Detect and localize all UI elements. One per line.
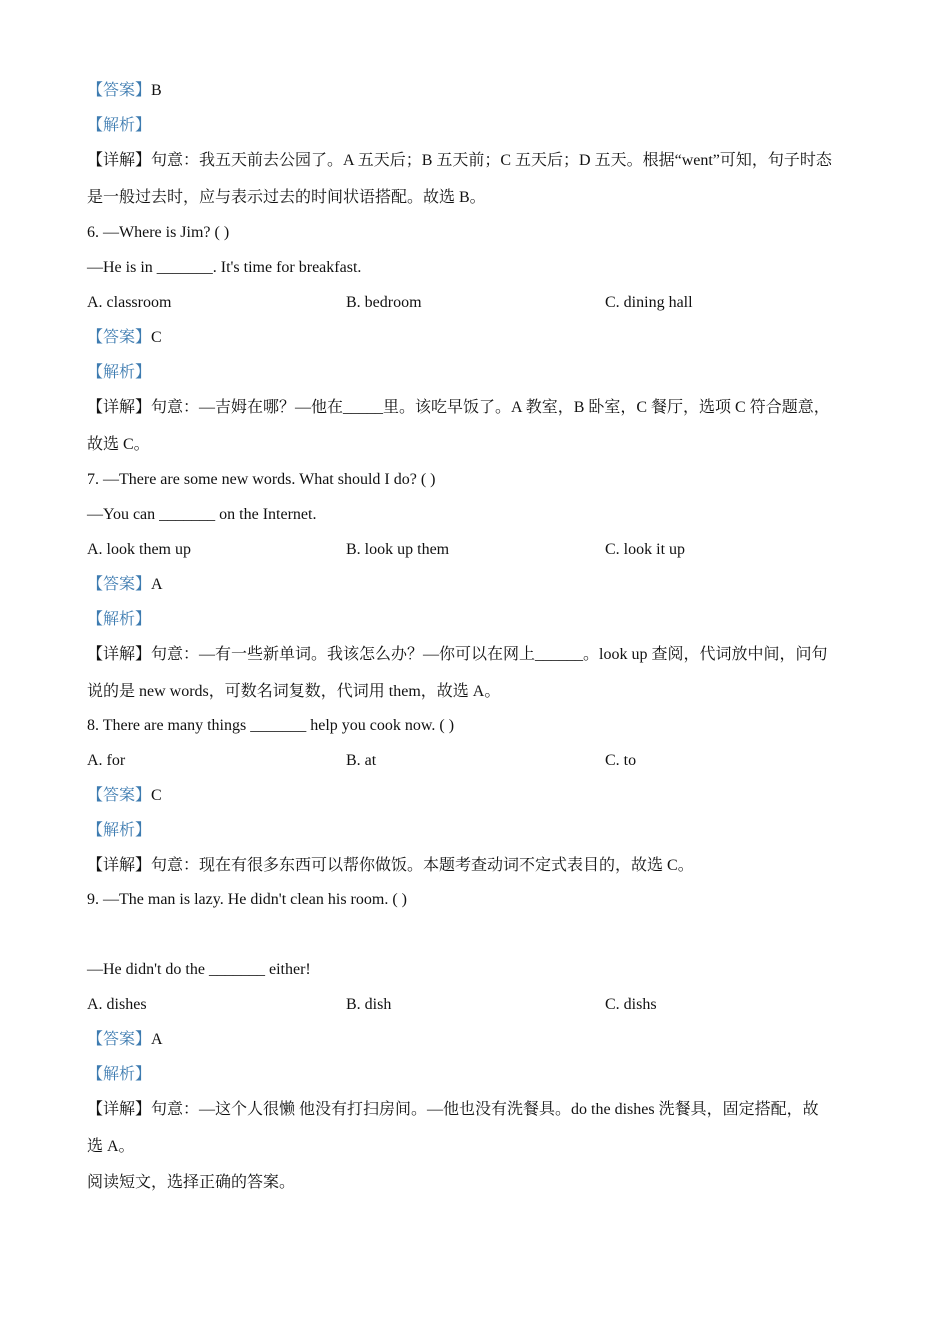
- answer-tag: 【答案】: [87, 329, 152, 346]
- q7-answer: [87, 575, 864, 595]
- q9-answer: [87, 1030, 864, 1050]
- q7-line2: —You can _______ on the Internet.: [87, 506, 317, 523]
- q8-detail-line1: 【详解】句意：现在有很多东西可以帮你做饭。本题考查动词不定式表目的，故选 C。: [87, 857, 694, 874]
- q7-option-a: A. look them up: [87, 541, 191, 558]
- q9-analysis-tag: 【解析】: [87, 1066, 152, 1083]
- q6-analysis-tag: 【解析】: [87, 364, 152, 381]
- q6-answer: [87, 328, 864, 348]
- q8-option-b: B. at: [346, 752, 377, 769]
- q7-analysis-tag: 【解析】: [87, 611, 152, 628]
- detail-tag: 【详解】: [87, 399, 152, 416]
- q9-option-b: B. dish: [346, 996, 392, 1013]
- q5-answer: [87, 81, 864, 101]
- q5-analysis-tag: 【解析】: [87, 117, 152, 134]
- q6-question: 6. —Where is Jim? ( ): [87, 224, 230, 241]
- q8-option-a: A. for: [87, 752, 126, 769]
- answer-value: A: [151, 576, 163, 593]
- answer-tag: 【答案】: [87, 82, 152, 99]
- q9-line2: —He didn't do the _______ either!: [87, 961, 311, 978]
- q6-detail-line1: 【详解】句意：—吉姆在哪？—他在_____里。该吃早饭了。A 教室，B 卧室，C 餐厅，选项 C 符合题意，: [87, 399, 830, 416]
- q8-option-c: C. to: [605, 752, 637, 769]
- q8-analysis-tag: 【解析】: [87, 822, 152, 839]
- q6-option-a: A. classroom: [87, 294, 172, 311]
- q9-detail-line1: 【详解】句意：—这个人很懒 他没有打扫房间。—他也没有洗餐具。do the dishes 洗餐具，固定搭配，故: [87, 1101, 819, 1118]
- detail-tag: 【详解】: [87, 152, 152, 169]
- detail-tag: 【详解】: [87, 646, 152, 663]
- q8-question: 8. There are many things _______ help you cook now. ( ): [87, 717, 455, 734]
- q8-answer: [87, 786, 864, 806]
- q9-option-c: C. dishs: [605, 996, 657, 1013]
- q5-detail-line2: 是一般过去时，应与表示过去的时间状语搭配。故选 B。: [87, 189, 486, 206]
- q9-question: 9. —The man is lazy. He didn't clean his room. ( ): [87, 891, 407, 908]
- q7-detail-line2: 说的是 new words，可数名词复数，代词用 them，故选 A。: [87, 683, 501, 700]
- q9-detail-line2: 选 A。: [87, 1138, 135, 1155]
- detail-tag: 【详解】: [87, 857, 152, 874]
- answer-value: A: [151, 1031, 163, 1048]
- q7-question: 7. —There are some new words. What should I do? ( ): [87, 471, 436, 488]
- q5-detail-line1: 【详解】句意：我五天前去公园了。A 五天后；B 五天前；C 五天后；D 五天。根据“went”可知，句子时态: [87, 152, 832, 169]
- detail-tag: 【详解】: [87, 1101, 152, 1118]
- answer-value: B: [151, 82, 162, 99]
- answer-value: C: [151, 329, 162, 346]
- q6-option-b: B. bedroom: [346, 294, 422, 311]
- q7-detail-line1: 【详解】句意：—有一些新单词。我该怎么办？—你可以在网上______。look up 查阅，代词放中间，问句: [87, 646, 828, 663]
- answer-tag: 【答案】: [87, 576, 152, 593]
- section-instruction: 阅读短文，选择正确的答案。: [87, 1174, 296, 1191]
- answer-tag: 【答案】: [87, 1031, 152, 1048]
- q7-option-c: C. look it up: [605, 541, 686, 558]
- q7-option-b: B. look up them: [346, 541, 450, 558]
- q6-line2: —He is in _______. It's time for breakfast.: [87, 259, 362, 276]
- q6-detail-line2: 故选 C。: [87, 436, 150, 453]
- answer-value: C: [151, 787, 162, 804]
- q9-option-a: A. dishes: [87, 996, 147, 1013]
- answer-tag: 【答案】: [87, 787, 152, 804]
- q6-option-c: C. dining hall: [605, 294, 693, 311]
